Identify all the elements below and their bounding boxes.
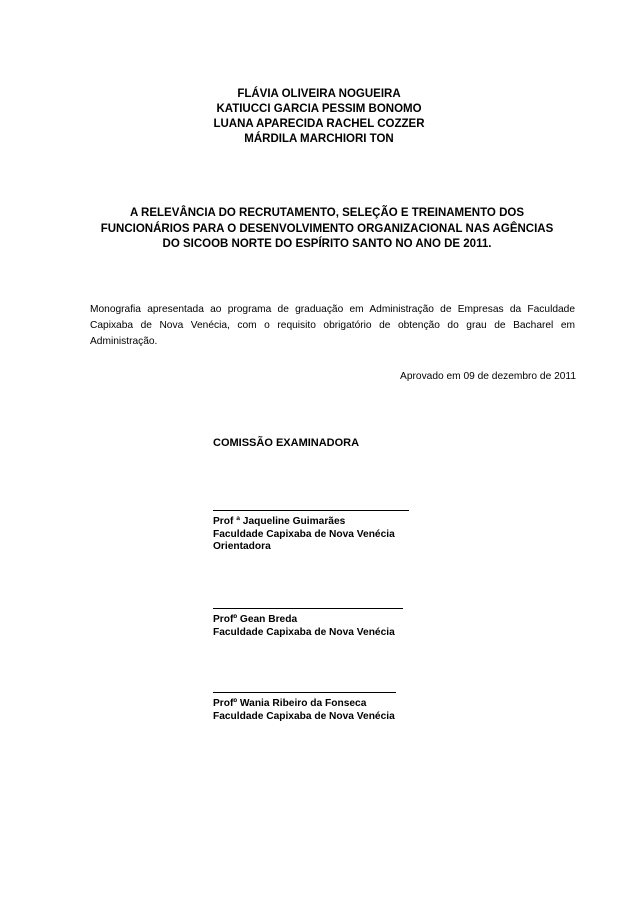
signature-block-1 [213, 510, 409, 554]
signature-line [213, 692, 396, 693]
signature-line [213, 608, 403, 609]
author-name: FLÁVIA OLIVEIRA NOGUEIRA [237, 88, 401, 100]
examiner-name: Profº Wania Ribeiro da Fonseca [213, 698, 367, 709]
signature-block-2 [213, 608, 403, 639]
signature-line [213, 510, 409, 511]
author-name: KATIUCCI GARCIA PESSIM BONOMO [216, 103, 422, 115]
title-line: DO SICOOB NORTE DO ESPÍRITO SANTO NO ANO DE 2011. [162, 238, 492, 250]
title-line: FUNCIONÁRIOS PARA O DESENVOLVIMENTO ORGANIZACIONAL NAS AGÊNCIAS [100, 222, 554, 235]
examiner-institution: Faculdade Capixaba de Nova Venécia [213, 528, 395, 540]
examiner-name: Profº Gean Breda [213, 614, 298, 625]
committee-heading: COMISSÃO EXAMINADORA [213, 437, 360, 449]
author-name: MÁRDILA MARCHIORI TON [244, 133, 394, 145]
title-line: A RELEVÂNCIA DO RECRUTAMENTO, SELEÇÃO E TREINAMENTO DOS [129, 207, 524, 219]
author-list [0, 87, 638, 147]
signature-block-3 [213, 692, 396, 723]
examiner-name: Prof ª Jaqueline Guimarães [213, 516, 346, 527]
monograph-description: Monografia apresentada ao programa de graduação em Administração de Empresas da Faculdade Capixaba de Nova Venécia, com o requisito obrigatório de obtenção do grau de Bacharel em Administração. [90, 304, 575, 347]
examiner-institution: Faculdade Capixaba de Nova Venécia [213, 626, 395, 638]
author-name: LUANA APARECIDA RACHEL COZZER [213, 118, 425, 130]
examiner-institution: Faculdade Capixaba de Nova Venécia [213, 710, 395, 722]
document-title [80, 206, 574, 253]
examiner-role: Orientadora [213, 541, 271, 552]
approval-date: Aprovado em 09 de dezembro de 2011 [400, 371, 576, 382]
